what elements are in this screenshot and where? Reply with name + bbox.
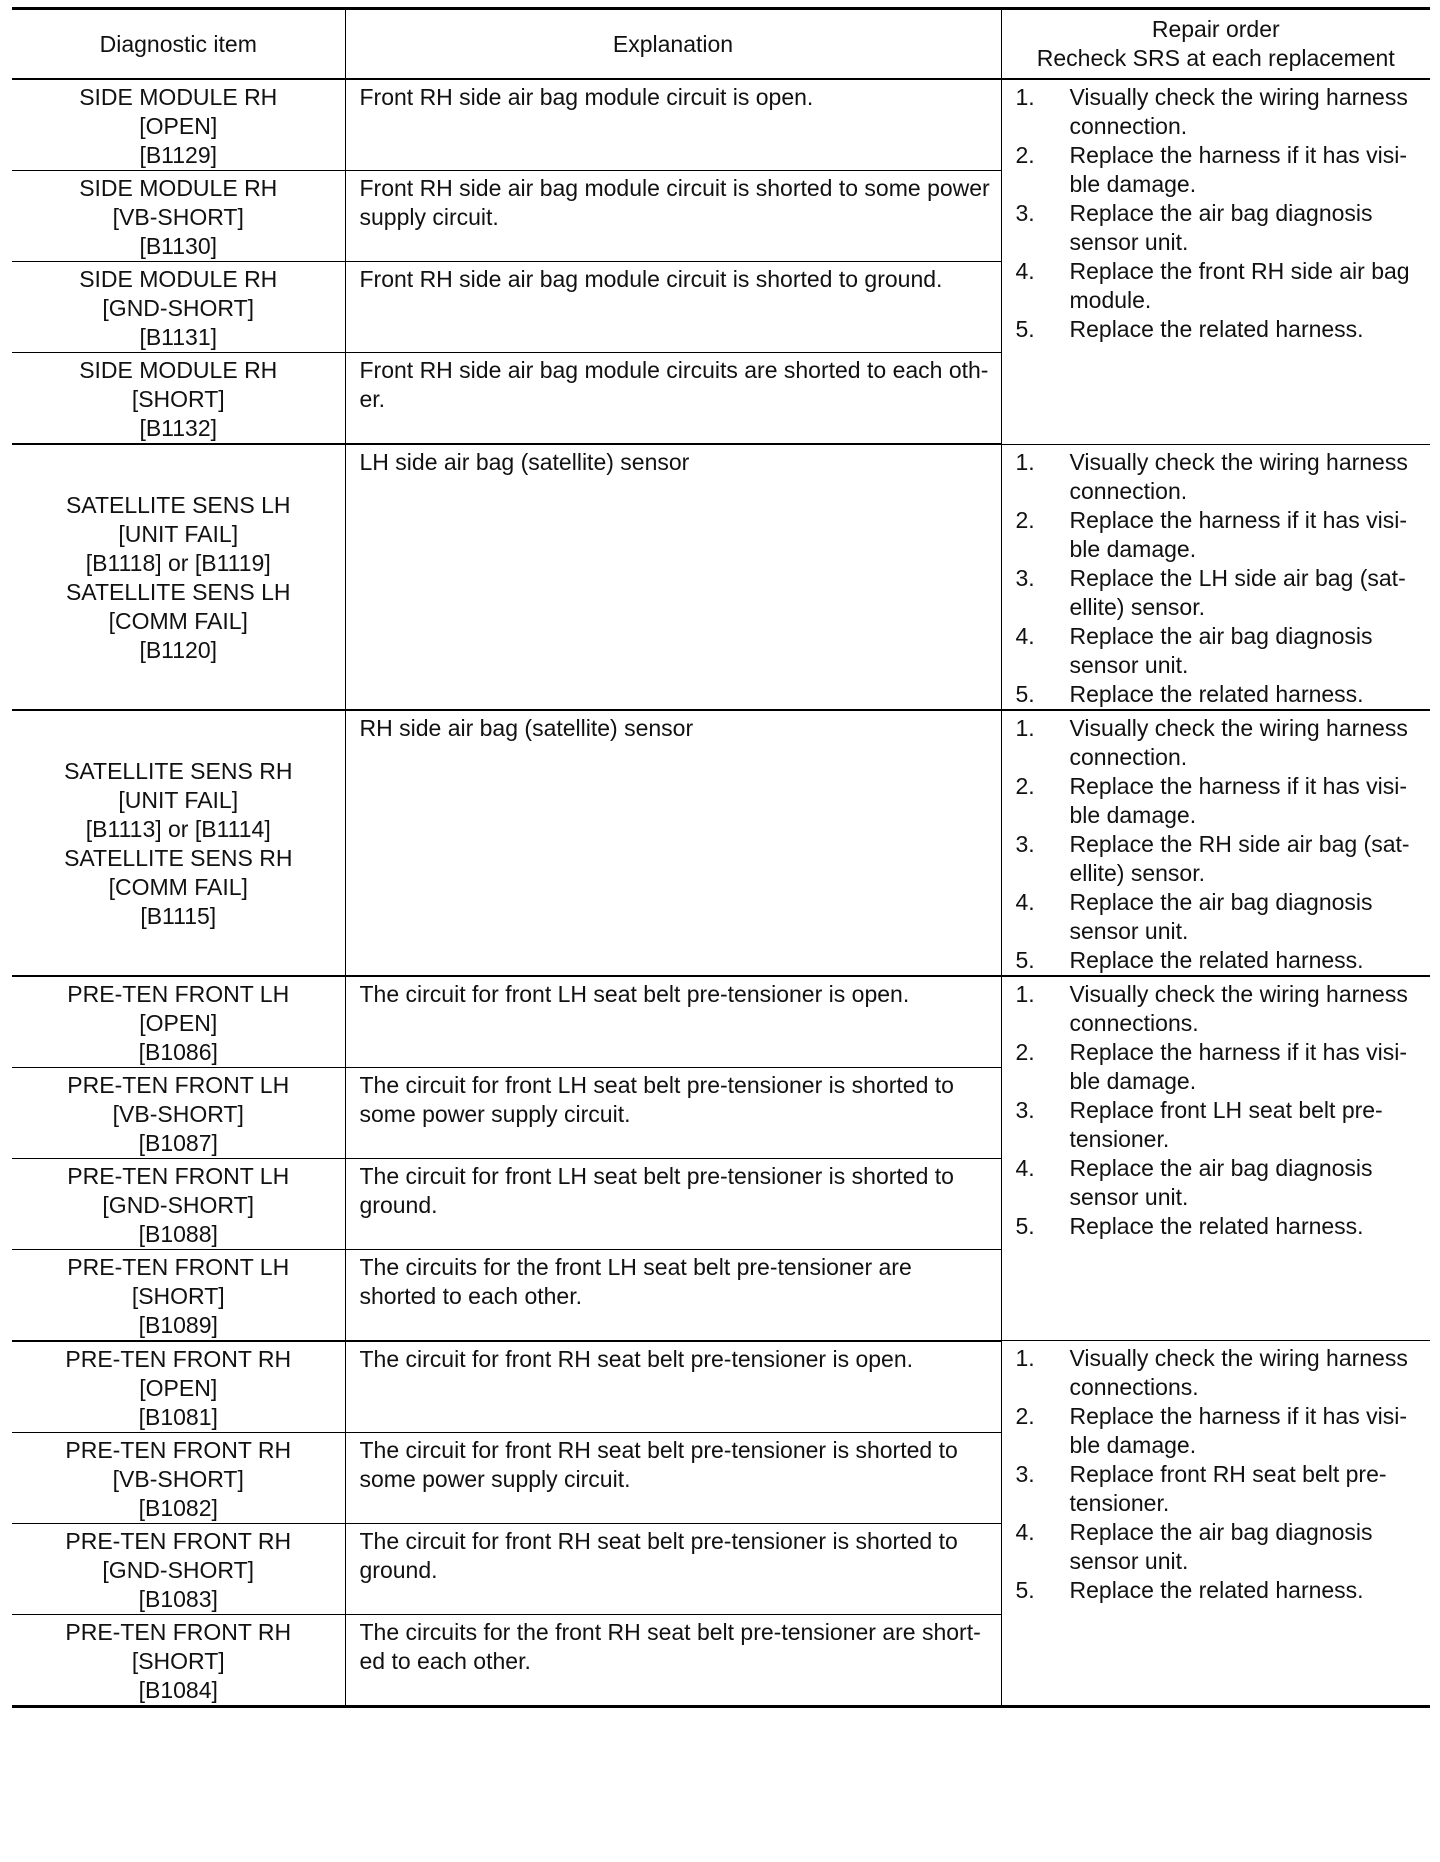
explanation-cell: Front RH side air bag module circuits are shorted to each oth-er. bbox=[345, 353, 1001, 445]
repair-step bbox=[1014, 1518, 1423, 1576]
table-body bbox=[12, 79, 1430, 1706]
diagnostic-item-cell bbox=[12, 444, 345, 710]
diagnostic-item-line: [SHORT] bbox=[131, 1282, 225, 1309]
repair-step bbox=[1014, 772, 1423, 830]
diagnostic-item-line: PRE-TEN FRONT RH bbox=[65, 1345, 292, 1372]
diagnostic-item-line: [COMM FAIL] bbox=[108, 874, 248, 900]
diagnostic-item-cell bbox=[12, 353, 345, 445]
repair-step-number: 3. bbox=[1015, 564, 1035, 591]
diagnostic-item-line: SIDE MODULE RH bbox=[79, 266, 278, 292]
diagnostic-item-line: [B1130] bbox=[139, 233, 218, 259]
repair-step-text: Replace the air bag diagnosis sensor unit. bbox=[1069, 622, 1373, 678]
explanation-cell: The circuit for front RH seat belt pre-tensioner is shorted to ground. bbox=[345, 1523, 1001, 1614]
repair-step-text: Replace the related harness. bbox=[1069, 680, 1364, 707]
repair-step-number: 5. bbox=[1015, 316, 1035, 342]
repair-step bbox=[1014, 315, 1423, 344]
diagnostic-item-line: [OPEN] bbox=[139, 113, 218, 139]
repair-step-number: 3. bbox=[1015, 830, 1035, 857]
repair-step-text: Visually check the wiring harness connections. bbox=[1069, 980, 1408, 1036]
diagnostic-item-line: [OPEN] bbox=[139, 1374, 218, 1401]
diagnostic-item-line: [B1084] bbox=[138, 1676, 218, 1703]
diagnostic-item-line: [OPEN] bbox=[139, 1009, 218, 1036]
repair-step-text: Replace the LH side air bag (sat-ellite) sensor. bbox=[1069, 564, 1406, 620]
diagnostic-table bbox=[12, 7, 1430, 1708]
explanation-cell: RH side air bag (satellite) sensor bbox=[345, 710, 1001, 976]
diagnostic-item-line: [B1082] bbox=[138, 1494, 218, 1521]
repair-step bbox=[1014, 506, 1423, 564]
repair-step-text: Replace the related harness. bbox=[1069, 946, 1364, 973]
repair-step-number: 3. bbox=[1015, 200, 1035, 226]
diagnostic-item-cell bbox=[12, 1523, 345, 1614]
diagnostic-item-cell bbox=[12, 1067, 345, 1158]
diagnostic-item-line: [VB-SHORT] bbox=[112, 1465, 244, 1492]
repair-step-text: Replace the harness if it has visi-ble damage. bbox=[1069, 142, 1407, 197]
diagnostic-item-line: [B1132] bbox=[139, 415, 218, 441]
header-repair-order bbox=[1001, 9, 1430, 80]
repair-step bbox=[1014, 1460, 1423, 1518]
repair-step bbox=[1014, 888, 1423, 946]
diagnostic-item-cell bbox=[12, 1249, 345, 1341]
repair-step-number: 2. bbox=[1015, 506, 1035, 533]
repair-step-text: Visually check the wiring harness connections. bbox=[1069, 1345, 1408, 1400]
diagnostic-item-line: PRE-TEN FRONT LH bbox=[67, 980, 290, 1007]
diagnostic-item-line: [COMM FAIL] bbox=[108, 608, 248, 635]
repair-step bbox=[1014, 714, 1423, 772]
diagnostic-item-line: [B1120] bbox=[139, 637, 218, 664]
repair-step bbox=[1014, 946, 1423, 975]
diagnostic-item-line: [GND-SHORT] bbox=[102, 295, 255, 321]
repair-step-text: Replace front RH seat belt pre-tensioner. bbox=[1069, 1461, 1387, 1516]
diagnostic-item-line: [B1115] bbox=[140, 903, 217, 929]
explanation-cell: The circuit for front LH seat belt pre-tensioner is open. bbox=[345, 976, 1001, 1068]
diagnostic-item-line: [SHORT] bbox=[131, 1647, 225, 1674]
table-header-row bbox=[12, 9, 1430, 80]
repair-step bbox=[1014, 1154, 1423, 1212]
diagnostic-item-cell bbox=[12, 1158, 345, 1249]
repair-steps-list bbox=[1014, 1344, 1423, 1605]
diagnostic-item-line: SIDE MODULE RH bbox=[79, 175, 278, 201]
diagnostic-item-line: PRE-TEN FRONT LH bbox=[67, 1071, 290, 1098]
diagnostic-item-cell bbox=[12, 79, 345, 171]
repair-step-text: Replace the air bag diagnosis sensor unit. bbox=[1069, 1154, 1373, 1210]
repair-step-text: Replace the RH side air bag (sat-ellite) sensor. bbox=[1069, 830, 1410, 886]
diagnostic-item-cell bbox=[12, 1341, 345, 1433]
table-row bbox=[12, 976, 1430, 1068]
repair-step-text: Replace the related harness. bbox=[1069, 1577, 1364, 1603]
repair-step bbox=[1014, 257, 1423, 315]
repair-step-number: 3. bbox=[1015, 1096, 1035, 1123]
repair-step-text: Replace the harness if it has visi-ble damage. bbox=[1069, 1403, 1407, 1458]
repair-step-number: 4. bbox=[1015, 622, 1035, 649]
explanation-cell: The circuits for the front RH seat belt pre-tensioner are short-ed to each other. bbox=[345, 1614, 1001, 1706]
header-explanation: Explanation bbox=[345, 9, 1001, 80]
repair-step-text: Replace the air bag diagnosis sensor unit. bbox=[1069, 888, 1373, 944]
repair-order-cell bbox=[1001, 976, 1430, 1341]
repair-step-number: 1. bbox=[1015, 1345, 1035, 1371]
repair-order-cell bbox=[1001, 79, 1430, 444]
repair-step-text: Replace the air bag diagnosis sensor unit. bbox=[1069, 1519, 1373, 1574]
repair-steps-list bbox=[1014, 83, 1423, 344]
diagnostic-item-cell bbox=[12, 710, 345, 976]
diagnostic-item-line: [UNIT FAIL] bbox=[118, 787, 239, 813]
repair-step-text: Replace the related harness. bbox=[1069, 316, 1364, 342]
header-diagnostic-item: Diagnostic item bbox=[12, 9, 345, 80]
explanation-cell: The circuit for front LH seat belt pre-tensioner is shorted to ground. bbox=[345, 1158, 1001, 1249]
repair-step bbox=[1014, 1402, 1423, 1460]
diagnostic-item-cell bbox=[12, 262, 345, 353]
diagnostic-item-line: [B1081] bbox=[138, 1403, 218, 1430]
explanation-cell: Front RH side air bag module circuit is shorted to ground. bbox=[345, 262, 1001, 353]
diagnostic-item-line: [UNIT FAIL] bbox=[118, 521, 239, 548]
repair-order-cell bbox=[1001, 1341, 1430, 1707]
diagnostic-item-cell bbox=[12, 171, 345, 262]
header-repair-order-title: Repair order bbox=[1151, 16, 1280, 42]
diagnostic-item-cell bbox=[12, 1432, 345, 1523]
diagnostic-item-line: [SHORT] bbox=[131, 386, 225, 412]
repair-order-cell bbox=[1001, 710, 1430, 976]
repair-step-number: 4. bbox=[1015, 888, 1035, 915]
diagnostic-item-line: PRE-TEN FRONT RH bbox=[65, 1436, 292, 1463]
explanation-cell: Front RH side air bag module circuit is open. bbox=[345, 79, 1001, 171]
repair-step-number: 1. bbox=[1015, 714, 1035, 741]
diagnostic-item-line: [B1083] bbox=[138, 1585, 218, 1612]
explanation-cell: The circuit for front RH seat belt pre-tensioner is shorted to some power supply circuit. bbox=[345, 1432, 1001, 1523]
explanation-cell: The circuits for the front LH seat belt pre-tensioner are shorted to each other. bbox=[345, 1249, 1001, 1341]
repair-step bbox=[1014, 1038, 1423, 1096]
repair-step bbox=[1014, 141, 1423, 199]
diagnostic-item-cell bbox=[12, 976, 345, 1068]
repair-step-number: 5. bbox=[1015, 946, 1035, 973]
repair-step-number: 2. bbox=[1015, 1403, 1035, 1429]
repair-step-number: 5. bbox=[1015, 1577, 1035, 1603]
repair-step bbox=[1014, 448, 1423, 506]
diagnostic-item-line: SIDE MODULE RH bbox=[79, 357, 278, 383]
repair-steps-list bbox=[1014, 714, 1423, 975]
diagnostic-item-cell bbox=[12, 1614, 345, 1706]
diagnostic-item-line: [B1088] bbox=[138, 1220, 218, 1247]
diagnostic-item-line: [B1113] or [B1114] bbox=[85, 816, 271, 842]
diagnostic-item-line: PRE-TEN FRONT LH bbox=[67, 1162, 290, 1189]
diagnostic-item-line: SATELLITE SENS RH bbox=[64, 845, 293, 871]
repair-step-number: 2. bbox=[1015, 142, 1035, 168]
repair-step bbox=[1014, 980, 1423, 1038]
repair-step-text: Replace the related harness. bbox=[1069, 1212, 1364, 1239]
diagnostic-item-line: SATELLITE SENS LH bbox=[65, 579, 291, 606]
repair-step-number: 1. bbox=[1015, 84, 1035, 110]
diagnostic-item-line: [B1089] bbox=[138, 1311, 218, 1338]
diagnostic-item-line: SIDE MODULE RH bbox=[79, 84, 278, 110]
diagnostic-item-line: [GND-SHORT] bbox=[102, 1191, 255, 1218]
diagnostic-item-line: [B1087] bbox=[138, 1129, 218, 1156]
repair-step-number: 2. bbox=[1015, 772, 1035, 799]
repair-step-number: 4. bbox=[1015, 1519, 1035, 1545]
repair-step-number: 5. bbox=[1015, 680, 1035, 707]
repair-step-number: 5. bbox=[1015, 1212, 1035, 1239]
repair-step-number: 4. bbox=[1015, 258, 1035, 284]
repair-step-text: Visually check the wiring harness connection. bbox=[1069, 448, 1408, 504]
repair-step-text: Replace the harness if it has visi-ble damage. bbox=[1069, 772, 1407, 828]
repair-step-number: 1. bbox=[1015, 448, 1035, 475]
repair-step bbox=[1014, 1212, 1423, 1241]
repair-step bbox=[1014, 1576, 1423, 1605]
diagnostic-item-line: SATELLITE SENS RH bbox=[64, 758, 293, 784]
repair-step-number: 4. bbox=[1015, 1154, 1035, 1181]
repair-step-text: Replace the harness if it has visi-ble damage. bbox=[1069, 506, 1407, 562]
diagnostic-item-line: [VB-SHORT] bbox=[112, 204, 244, 230]
repair-step-text: Replace the harness if it has visi-ble damage. bbox=[1069, 1038, 1407, 1094]
table-row bbox=[12, 444, 1430, 710]
repair-steps-list bbox=[1014, 980, 1423, 1241]
repair-step bbox=[1014, 622, 1423, 680]
explanation-cell: LH side air bag (satellite) sensor bbox=[345, 444, 1001, 710]
repair-step bbox=[1014, 1344, 1423, 1402]
table-row bbox=[12, 79, 1430, 171]
explanation-cell: The circuit for front LH seat belt pre-tensioner is shorted to some power supply circuit. bbox=[345, 1067, 1001, 1158]
repair-step-number: 3. bbox=[1015, 1461, 1035, 1487]
repair-step bbox=[1014, 1096, 1423, 1154]
explanation-cell: Front RH side air bag module circuit is shorted to some power supply circuit. bbox=[345, 171, 1001, 262]
diagnostic-item-line: PRE-TEN FRONT RH bbox=[65, 1527, 292, 1554]
diagnostic-item-line: [B1118] or [B1119] bbox=[85, 550, 271, 577]
diagnostic-item-line: [B1131] bbox=[139, 324, 218, 350]
repair-step bbox=[1014, 199, 1423, 257]
diagnostic-item-line: [GND-SHORT] bbox=[102, 1556, 255, 1583]
repair-step-number: 2. bbox=[1015, 1038, 1035, 1065]
repair-step-text: Visually check the wiring harness connection. bbox=[1069, 84, 1408, 139]
table-row bbox=[12, 710, 1430, 976]
diagnostic-item-line: SATELLITE SENS LH bbox=[65, 492, 291, 519]
repair-step bbox=[1014, 680, 1423, 709]
repair-step bbox=[1014, 564, 1423, 622]
repair-step bbox=[1014, 83, 1423, 141]
diagnostic-item-line: [B1129] bbox=[139, 142, 218, 168]
repair-step-text: Visually check the wiring harness connection. bbox=[1069, 714, 1408, 770]
diagnostic-item-line: PRE-TEN FRONT LH bbox=[67, 1253, 290, 1280]
explanation-cell: The circuit for front RH seat belt pre-tensioner is open. bbox=[345, 1341, 1001, 1433]
header-repair-order-note: Recheck SRS at each replacement bbox=[1036, 45, 1395, 71]
repair-step-number: 1. bbox=[1015, 980, 1035, 1007]
repair-order-cell bbox=[1001, 444, 1430, 710]
diagnostic-item-line: [VB-SHORT] bbox=[112, 1100, 244, 1127]
diagnostic-item-line: [B1086] bbox=[138, 1038, 218, 1065]
repair-step-text: Replace the air bag diagnosis sensor unit. bbox=[1069, 200, 1373, 255]
repair-steps-list bbox=[1014, 448, 1423, 709]
repair-step-text: Replace front LH seat belt pre-tensioner. bbox=[1069, 1096, 1383, 1152]
repair-step bbox=[1014, 830, 1423, 888]
table-row bbox=[12, 1341, 1430, 1433]
repair-step-text: Replace the front RH side air bag module. bbox=[1069, 258, 1410, 313]
diagnostic-item-line: PRE-TEN FRONT RH bbox=[65, 1618, 292, 1645]
